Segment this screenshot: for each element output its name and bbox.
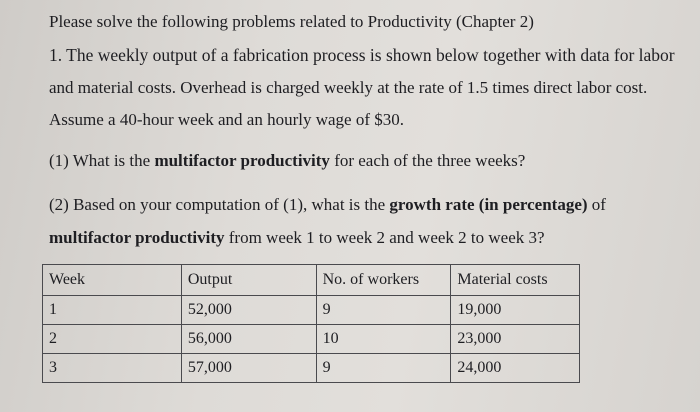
problem-text-line-2: and material costs. Overhead is charged weekly at the rate of 1.5 times direct labor cost. [49, 78, 648, 97]
question-1-prefix: (1) What is the [49, 151, 155, 170]
cell-material-costs: 24,000 [451, 354, 580, 383]
cell-workers: 9 [316, 354, 451, 383]
question-2-line-2 [49, 228, 545, 248]
header-workers: No. of workers [316, 265, 451, 296]
cell-workers: 10 [316, 325, 451, 354]
question-2-suffix: of [587, 195, 606, 214]
header-material-costs: Material costs [451, 265, 580, 296]
question-1-suffix: for each of the three weeks? [329, 151, 526, 170]
table-row [43, 296, 580, 325]
cell-output: 52,000 [181, 296, 316, 325]
header-output: Output [181, 265, 316, 296]
production-data-table [42, 264, 580, 383]
question-2-line-1 [49, 195, 606, 215]
question-2-line-2-suffix: from week 1 to week 2 and week 2 to week 3? [224, 228, 545, 247]
cell-week: 2 [43, 325, 182, 354]
question-2-prefix: (2) Based on your computation of (1), what is the [49, 195, 390, 214]
question-2-line-2-emphasis: multifactor productivity [49, 228, 225, 247]
cell-week: 3 [43, 354, 182, 383]
table-row [43, 354, 580, 383]
cell-material-costs: 23,000 [451, 325, 580, 354]
table-row [43, 325, 580, 354]
cell-material-costs: 19,000 [451, 296, 580, 325]
cell-output: 57,000 [181, 354, 316, 383]
problem-text-line-3: Assume a 40-hour week and an hourly wage of $30. [49, 110, 405, 129]
question-2-emphasis: growth rate (in percentage) [389, 195, 588, 214]
problem-text-line-1: 1. The weekly output of a fabrication process is shown below together with data for labor [49, 45, 675, 65]
question-1 [49, 151, 525, 171]
cell-week: 1 [43, 296, 182, 325]
cell-output: 56,000 [181, 325, 316, 354]
cell-workers: 9 [316, 296, 451, 325]
intro-title: Please solve the following problems related to Productivity (Chapter 2) [49, 12, 534, 31]
table-header-row [43, 265, 580, 296]
header-week: Week [43, 265, 182, 296]
question-1-emphasis: multifactor productivity [154, 151, 330, 170]
